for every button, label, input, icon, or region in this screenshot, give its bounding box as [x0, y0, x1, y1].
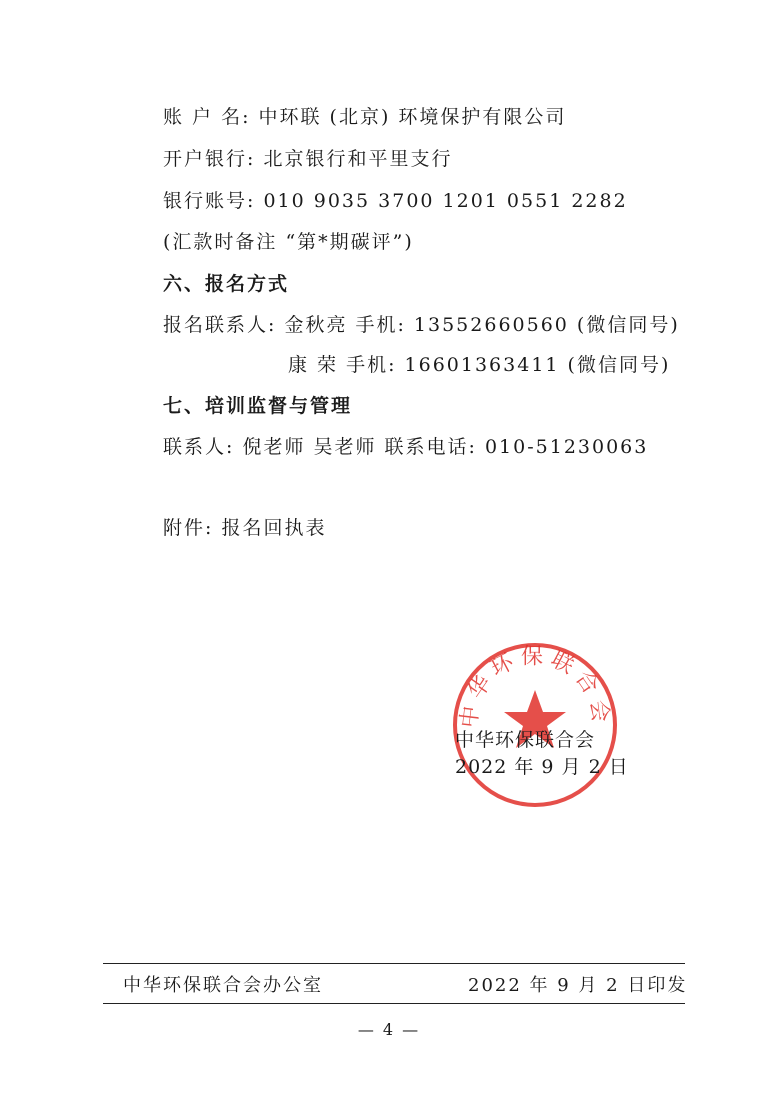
supervision-heading: 七、培训监督与管理: [163, 395, 353, 417]
page-number: — 4 —: [357, 1020, 421, 1039]
account-name-line: 账 户 名: 中环联 (北京) 环境保护有限公司: [163, 106, 567, 128]
svg-text:中华环保联合会: 中华环保联合会: [456, 644, 614, 730]
footer-office: 中华环保联合会办公室: [123, 975, 323, 996]
official-seal-icon: [450, 640, 620, 810]
remittance-remark-line: (汇款时备注 “第*期碳评”): [163, 231, 414, 253]
signature-org: 中华环保联合会: [455, 729, 596, 751]
footer-top-rule: [103, 963, 685, 964]
registration-contact-1: 报名联系人: 金秋亮 手机: 13552660560 (微信同号): [163, 314, 680, 336]
registration-heading: 六、报名方式: [163, 273, 290, 295]
supervision-contact-line: 联系人: 倪老师 吴老师 联系电话: 010-51230063: [163, 436, 649, 458]
bank-name-line: 开户银行: 北京银行和平里支行: [163, 148, 453, 170]
footer-issued-date: 2022 年 9 月 2 日印发: [468, 975, 688, 996]
footer-bottom-rule: [103, 1003, 685, 1004]
attachment-line: 附件: 报名回执表: [163, 517, 327, 539]
registration-contact-2: 康 荣 手机: 16601363411 (微信同号): [288, 354, 671, 376]
signature-date: 2022 年 9 月 2 日: [455, 756, 629, 778]
account-number-line: 银行账号: 010 9035 3700 1201 0551 2282: [163, 190, 628, 212]
